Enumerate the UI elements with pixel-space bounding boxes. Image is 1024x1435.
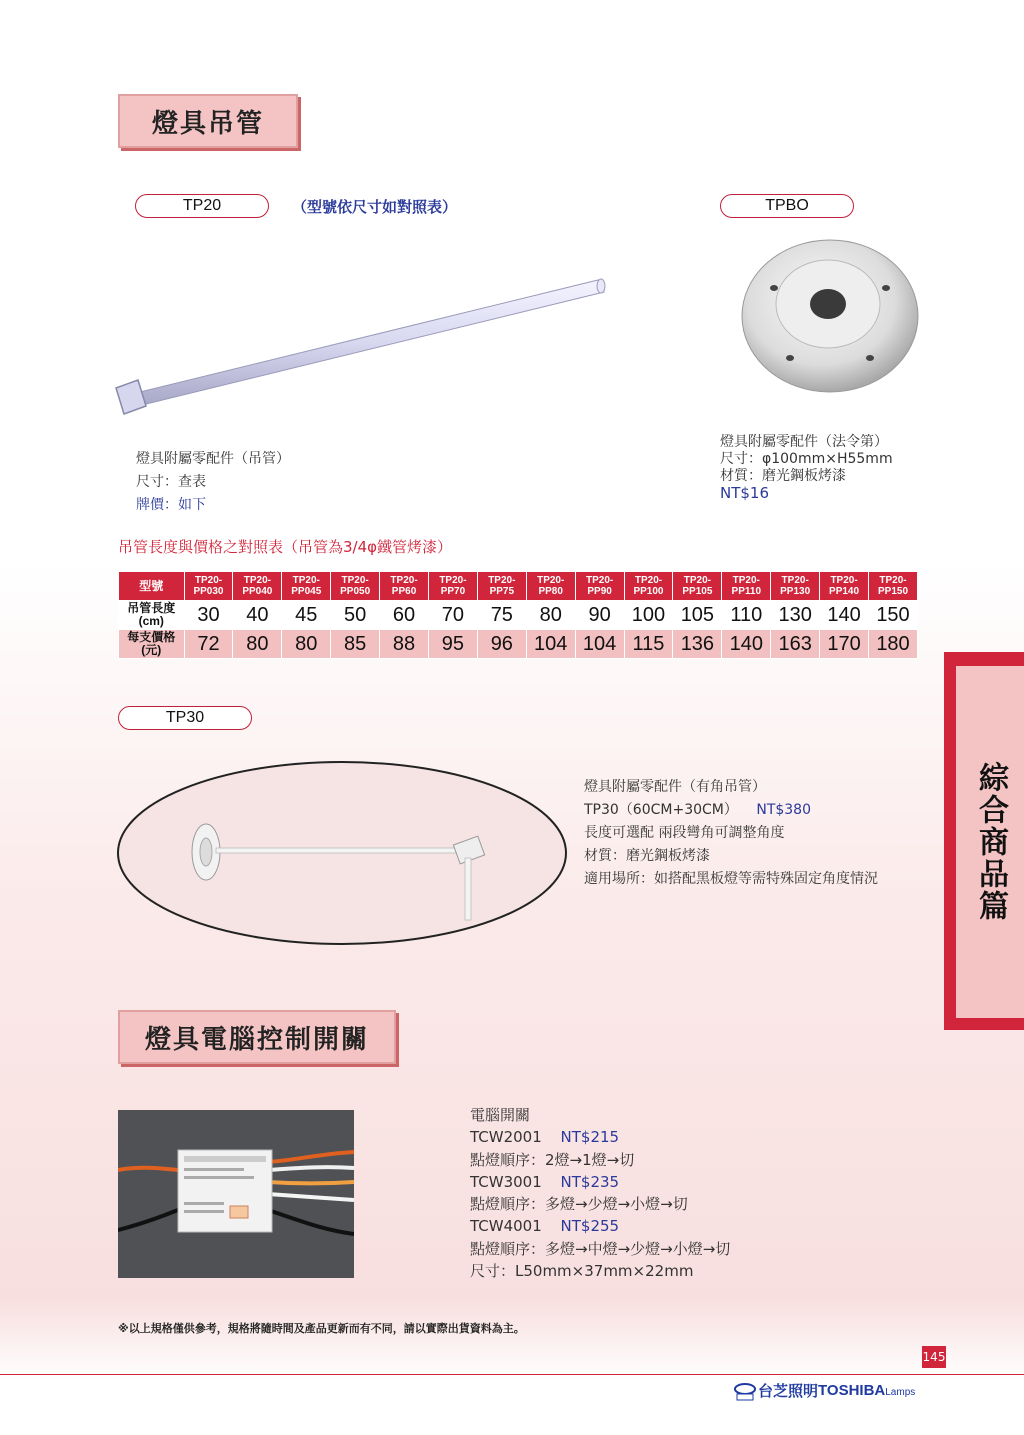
length-label: 吊管長度 (cm) [119, 601, 185, 630]
price-label: 每支價格 (元) [119, 630, 185, 659]
tp30-size: TP30（60CM+30CM） [584, 802, 738, 818]
model-text: TP30 [165, 709, 205, 726]
table-header-row [119, 572, 918, 601]
model-cell: TP20- PP100 [624, 572, 673, 601]
model-cell: TP20- PP110 [722, 572, 771, 601]
brand-suffix: Lamps [885, 1387, 916, 1398]
header-label: 型號 [119, 572, 185, 601]
brand-footer [734, 1380, 915, 1401]
switch-model: TCW2001 [470, 1128, 542, 1147]
price-cell: 72 [184, 630, 233, 659]
switch-price: NT$255 [560, 1217, 620, 1236]
tp20-description [136, 448, 290, 517]
price-cell: 80 [233, 630, 282, 659]
section-title-text: 燈具電腦控制開關 [144, 1024, 369, 1055]
price-cell: 88 [380, 630, 429, 659]
tpbo-desc-line: 材質：磨光鋼板烤漆 [720, 468, 846, 484]
price-cell: 85 [331, 630, 380, 659]
tpbo-price: NT$16 [720, 484, 770, 502]
section-title-text: 燈具吊管 [151, 108, 264, 139]
model-label-tp20 [135, 194, 269, 218]
price-cell: 95 [428, 630, 477, 659]
model-cell: TP20- PP70 [428, 572, 477, 601]
tp20-desc-line: 牌價：如下 [136, 497, 206, 513]
length-cell: 60 [380, 601, 429, 630]
model-cell: TP20- PP045 [282, 572, 331, 601]
model-cell: TP20- PP030 [184, 572, 233, 601]
model-cell: TP20- PP60 [380, 572, 429, 601]
model-cell: TP20- PP90 [575, 572, 624, 601]
tp20-note: （型號依尺寸如對照表） [292, 198, 458, 216]
table-price-row [119, 630, 918, 659]
switch-price: NT$235 [560, 1172, 620, 1191]
model-text: TP20 [182, 197, 222, 214]
price-table [118, 571, 918, 659]
switch-name: 電腦開關 [470, 1106, 531, 1124]
length-cell: 80 [526, 601, 575, 630]
table-caption: 吊管長度與價格之對照表（吊管為3/4φ鐵管烤漆） [118, 538, 453, 556]
model-cell: TP20- PP140 [820, 572, 869, 601]
page-number: 145 [922, 1346, 946, 1368]
tpbo-desc-line: 尺寸：φ100mm×H55mm [720, 451, 893, 467]
length-cell: 75 [477, 601, 526, 630]
length-cell: 40 [233, 601, 282, 630]
price-cell: 104 [526, 630, 575, 659]
tpbo-desc-line: 燈具附屬零配件（法令第） [720, 434, 888, 450]
brand-en: TOSHIBA [818, 1382, 886, 1399]
tpbo-canopy-image [740, 236, 920, 396]
length-cell: 110 [722, 601, 771, 630]
model-cell: TP20- PP130 [771, 572, 820, 601]
switch-sequence: 點燈順序：多燈→少燈→小燈→切 [470, 1195, 688, 1214]
side-category-inner [956, 666, 1024, 1018]
model-label-tpbo [720, 194, 854, 218]
length-cell: 90 [575, 601, 624, 630]
tpbo-description [720, 434, 893, 502]
switch-price: NT$215 [560, 1128, 620, 1147]
model-cell: TP20- PP75 [477, 572, 526, 601]
length-cell: 105 [673, 601, 722, 630]
price-cell: 115 [624, 630, 673, 659]
price-cell: 180 [869, 630, 918, 659]
tp30-desc-line: 燈具附屬零配件（有角吊管） [584, 779, 766, 795]
switch-model: TCW3001 [470, 1172, 542, 1191]
length-cell: 130 [771, 601, 820, 630]
length-cell: 100 [624, 601, 673, 630]
brand-cn: 台芝照明 [758, 1382, 819, 1400]
switch-sequence: 點燈順序：2燈→1燈→切 [470, 1150, 635, 1169]
switch-model-row [470, 1171, 730, 1193]
length-cell: 70 [428, 601, 477, 630]
length-cell: 45 [282, 601, 331, 630]
model-cell: TP20- PP105 [673, 572, 722, 601]
switch-description [470, 1104, 730, 1282]
footnote: ※以上規格僅供參考，規格將隨時間及產品更新而有不同，請以實際出貨資料為主。 [118, 1322, 525, 1335]
tp30-desc-line [584, 799, 878, 822]
switch-model-row [470, 1126, 730, 1148]
tp30-price: NT$380 [756, 802, 811, 818]
price-cell: 140 [722, 630, 771, 659]
side-category-text: 綜合商品篇 [973, 762, 1008, 922]
tp20-tube-image [110, 270, 610, 420]
switch-model-row [470, 1215, 730, 1237]
price-cell: 80 [282, 630, 331, 659]
tp30-desc-line: 材質：磨光鋼板烤漆 [584, 848, 710, 864]
brand-logo-icon [734, 1381, 756, 1401]
tp30-desc-line: 適用場所：如搭配黑板燈等需特殊固定角度情況 [584, 871, 878, 887]
price-cell: 136 [673, 630, 722, 659]
model-text: TPBO [765, 197, 809, 214]
tp30-angled-pendant-image [116, 760, 568, 946]
section-title-computer-switch [118, 1010, 396, 1064]
price-cell: 96 [477, 630, 526, 659]
tp20-desc-line: 尺寸：查表 [136, 474, 206, 490]
table-length-row [119, 601, 918, 630]
tp30-description [584, 776, 878, 891]
switch-size: 尺寸：L50mm×37mm×22mm [470, 1262, 694, 1281]
model-cell: TP20- PP150 [869, 572, 918, 601]
computer-switch-image [118, 1110, 354, 1278]
switch-sequence: 點燈順序：多燈→中燈→少燈→小燈→切 [470, 1239, 731, 1258]
section-title-pendant-tube [118, 94, 298, 148]
length-cell: 150 [869, 601, 918, 630]
length-cell: 50 [331, 601, 380, 630]
model-cell: TP20- PP80 [526, 572, 575, 601]
tp20-desc-line: 燈具附屬零配件（吊管） [136, 451, 290, 467]
length-cell: 30 [184, 601, 233, 630]
model-label-tp30 [118, 706, 252, 730]
model-cell: TP20- PP040 [233, 572, 282, 601]
price-cell: 104 [575, 630, 624, 659]
price-cell: 170 [820, 630, 869, 659]
length-cell: 140 [820, 601, 869, 630]
model-cell: TP20- PP050 [331, 572, 380, 601]
switch-model: TCW4001 [470, 1217, 542, 1236]
tp30-desc-line: 長度可選配 兩段彎角可調整角度 [584, 825, 785, 841]
footer-divider [0, 1374, 1024, 1375]
price-cell: 163 [771, 630, 820, 659]
